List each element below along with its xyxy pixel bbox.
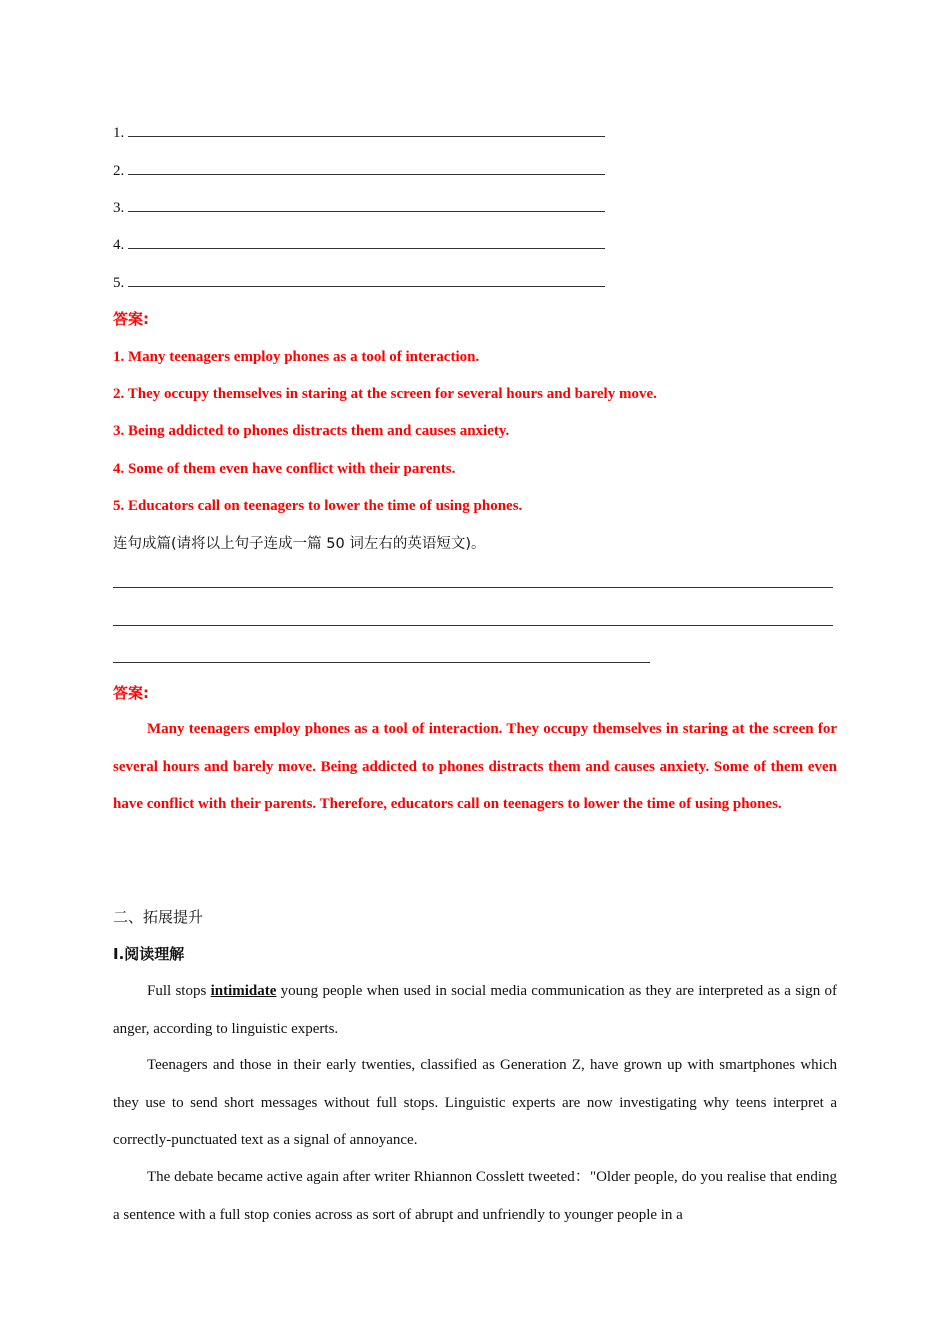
reading-paragraph-3: The debate became active again after writer Rhiannon Cosslett tweeted："Older people, do you realise that ending a sentence with a full stop conies across as sort of abrupt and unfriendly to younger people in a [113, 1169, 837, 1223]
answer-paragraph: Many teenagers employ phones as a tool of interaction. They occupy themselves in staring at the screen for several hours and barely move. Being addicted to phones distracts them and causes anxiety. Some of them even have conflict with their parents. Therefore, educators call on teenagers to lower the time of using phones. [113, 721, 837, 812]
answer-item-5: 5. Educators call on teenagers to lower the time of using phones. [113, 498, 523, 514]
answer-label: 答案: [113, 310, 149, 328]
answer-blank[interactable] [128, 160, 605, 175]
reading-paragraph-2: Teenagers and those in their early twenties, classified as Generation Z, have grown up with smartphones which they use to send short messages without full stops. Linguistic experts are now investigating why teens interpret a correctly-punctuated text as a signal of annoyance. [113, 1057, 837, 1148]
blank-line-3 [113, 197, 605, 218]
blank-number: 5. [113, 275, 125, 291]
subsection-title: I.阅读理解 [113, 945, 185, 963]
underlined-word: intimidate [210, 983, 277, 999]
blank-line-2 [113, 160, 605, 181]
instruction-text: 连句成篇(请将以上句子连成一篇 50 词左右的英语短文)。 [113, 536, 486, 552]
blank-number: 3. [113, 200, 125, 216]
blank-line-5 [113, 272, 605, 293]
answer-blank[interactable] [128, 122, 605, 137]
blank-number: 2. [113, 163, 125, 179]
section-title: 二、拓展提升 [113, 908, 204, 926]
answer-item-3: 3. Being addicted to phones distracts them and causes anxiety. [113, 423, 510, 439]
writing-rule-1[interactable] [113, 587, 833, 588]
answer-blank[interactable] [128, 272, 605, 287]
answer-blank[interactable] [128, 234, 605, 249]
writing-rule-2[interactable] [113, 625, 833, 626]
blank-number: 4. [113, 237, 125, 253]
blank-line-1 [113, 122, 605, 143]
answer-item-1: 1. Many teenagers employ phones as a tool of interaction. [113, 349, 480, 365]
answer-blank[interactable] [128, 197, 605, 212]
answer-label-2: 答案: [113, 684, 149, 702]
answer-item-2: 2. They occupy themselves in staring at the screen for several hours and barely move. [113, 386, 657, 402]
blank-number: 1. [113, 125, 125, 141]
answer-item-4: 4. Some of them even have conflict with their parents. [113, 461, 456, 477]
blank-line-4 [113, 234, 605, 255]
reading-paragraph-1: Full stops intimidate young people when used in social media communication as they are interpreted as a sign of anger, according to linguistic experts. [113, 983, 837, 1037]
writing-rule-3[interactable] [113, 662, 650, 663]
